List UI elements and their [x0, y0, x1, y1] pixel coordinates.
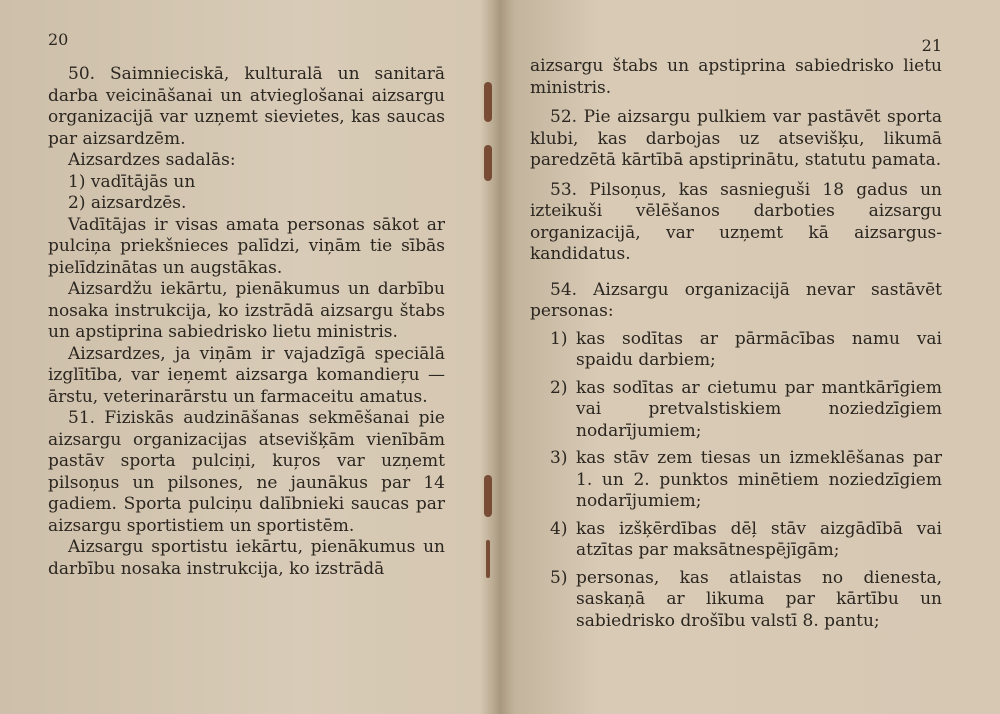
- paragraph: 50. Saimnieciskā, kulturalā un sanitarā darba veicināšanai un atvieglošanai aizsargu organizacijā var uzņemt sievietes, kas saucas par aizsardzēm.: [48, 64, 445, 149]
- item-number: 2): [550, 377, 568, 398]
- item-text: kas izšķērdības dēļ stāv aizgādībā vai atzītas par maksātnespējīgām;: [576, 518, 942, 560]
- enumerated-item: [530, 329, 942, 372]
- paragraph: Aizsardzes, ja viņām ir vajadzīgā speciālā izglītība, var ieņemt aizsarga komandieŗu — ārstu, veterinarārstu un farmaceitu amatus.: [48, 343, 445, 407]
- item-number: 1): [550, 328, 568, 349]
- page-number: 21: [921, 36, 942, 55]
- paragraph: Aizsardžu iekārtu, pienākumus un darbību nosaka instrukcija, ko izstrādā aizsargu štabs un apstiprina sabiedrisko lietu ministris.: [48, 279, 445, 342]
- item-text: kas sodītas ar cietumu par mantkārīgiem vai pretvalstiskiem noziedzīgiem nodarījumiem;: [576, 377, 942, 441]
- list-item: 2) aizsardzēs.: [68, 193, 187, 213]
- list-item: 1) vadītājās un: [68, 171, 196, 192]
- enumerated-item: [530, 378, 942, 443]
- page-number: 20: [48, 30, 69, 49]
- paragraph: 52. Pie aizsargu pulkiem var pastāvēt sporta klubi, kas darbojas uz atsevišķu, likumā paredzētā kārtībā apstiprinātu, statutu pamata.: [530, 107, 942, 170]
- enumerated-item: [530, 568, 942, 633]
- item-number: 4): [550, 518, 568, 539]
- right-page: [508, 0, 1000, 714]
- paragraph: 54. Aizsargu organizacijā nevar sastāvēt personas:: [530, 279, 942, 321]
- left-page: [0, 0, 490, 714]
- paragraph: Aizsardzes sadalās:: [68, 150, 236, 170]
- paragraph: Vadītājas ir visas amata personas sākot ar pulciņa priekšnieces palīdzi, viņām tie sībās pielīdzinātas un augstākas.: [48, 214, 445, 278]
- paragraph: 51. Fiziskās audzināšanas sekmēšanai pie aizsargu organizacijas atsevišķām vienībām pastāv sporta pulciņi, kuŗos var uzņemt pilsoņus un pilsones, ne jaunākus par 14 gadiem. Sporta pulciņu dalībnieki saucas par aizsargu sportistiem un sportistēm.: [48, 408, 445, 536]
- enumerated-item: [530, 519, 942, 562]
- item-text: kas stāv zem tiesas un izmeklēšanas par 1. un 2. punktos minētiem noziedzīgiem nodarījumiem;: [576, 448, 942, 511]
- item-number: 3): [550, 448, 568, 468]
- enumerated-item: [530, 448, 942, 513]
- paragraph-continuation: aizsargu štabs un apstiprina sabiedrisko lietu ministris.: [530, 56, 942, 98]
- paragraph: Aizsargu sportistu iekārtu, pienākumus un darbību nosaka instrukcija, ko izstrādā: [48, 537, 445, 579]
- item-number: 5): [550, 567, 568, 588]
- item-text: kas sodītas ar pārmācības namu vai spaidu darbiem;: [576, 328, 942, 370]
- paragraph: 53. Pilsoņus, kas sasnieguši 18 gadus un izteikuši vēlēšanos darboties aizsargu organizacijā, var uzņemt kā aizsargus-kandidatus.: [530, 179, 942, 264]
- item-text: personas, kas atlaistas no dienesta, saskaņā ar likuma par kārtību un sabiedrisko drošību valstī 8. pantu;: [576, 567, 942, 631]
